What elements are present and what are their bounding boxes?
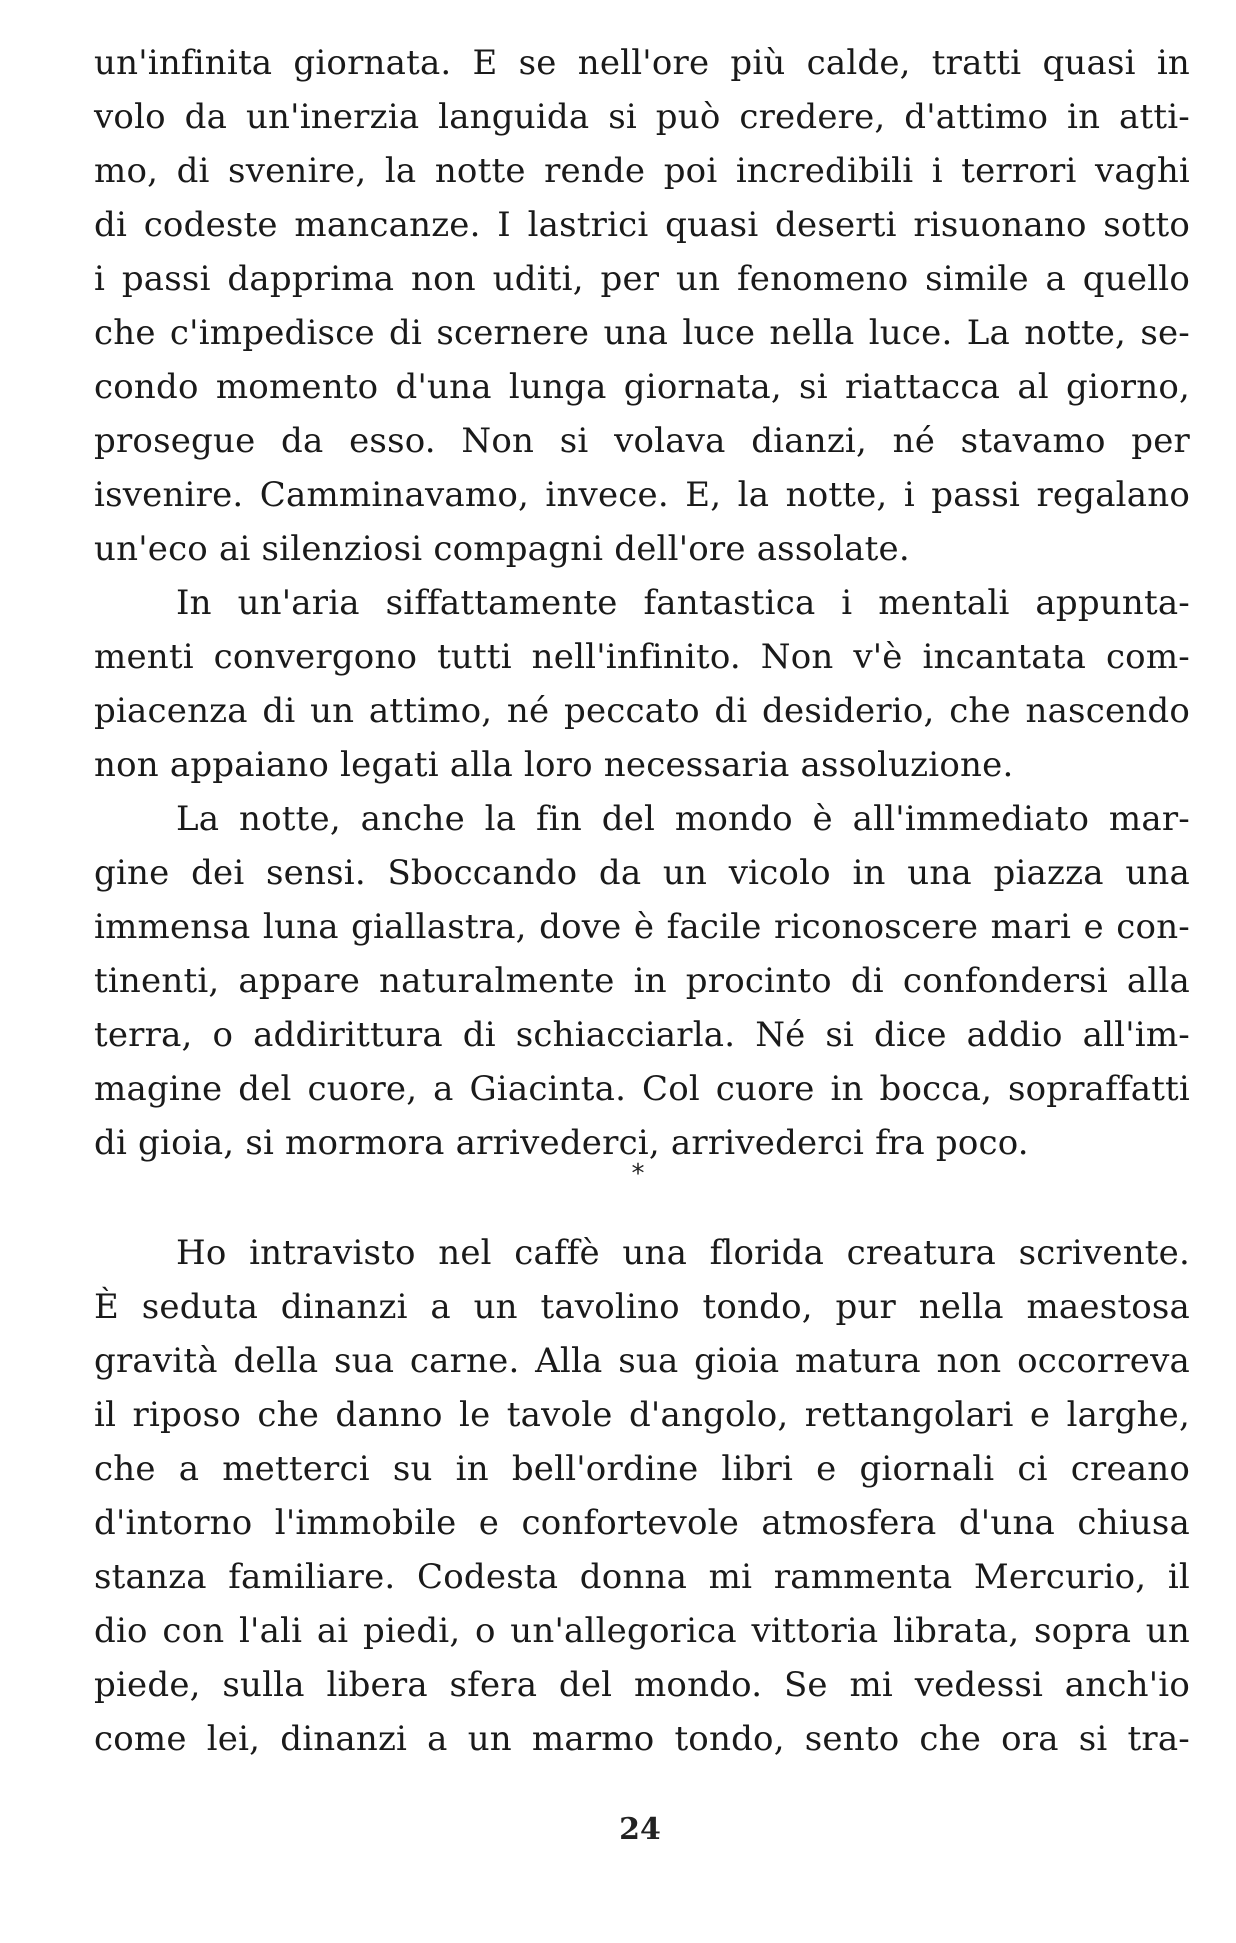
section-separator-asterisk: * (631, 1159, 645, 1189)
text-line: isvenire. Camminavamo, invece. E, la notte, i passi regalano (94, 475, 1190, 515)
text-section-night (94, 36, 1190, 1170)
text-line: prosegue da esso. Non si volava dianzi, né stavamo per (94, 421, 1190, 461)
text-section-cafe (94, 1226, 1190, 1766)
text-line: un'infinita giornata. E se nell'ore più calde, tratti quasi in (94, 43, 1190, 83)
text-line: d'intorno l'immobile e confortevole atmosfera d'una chiusa (94, 1503, 1190, 1543)
text-line: piacenza di un attimo, né peccato di desiderio, che nascendo (94, 691, 1190, 731)
text-line: gravità della sua carne. Alla sua gioia matura non occorreva (94, 1341, 1190, 1381)
text-line: tinenti, appare naturalmente in procinto di confondersi alla (94, 961, 1190, 1001)
text-line: di codeste mancanze. I lastrici quasi deserti risuonano sotto (94, 205, 1190, 245)
text-line: che c'impedisce di scernere una luce nella luce. La notte, se- (94, 313, 1190, 353)
text-line: il riposo che danno le tavole d'angolo, rettangolari e larghe, (94, 1395, 1190, 1435)
text-line: gine dei sensi. Sboccando da un vicolo in una piazza una (94, 853, 1190, 893)
paragraph-start-line: La notte, anche la fin del mondo è all'immediato mar- (176, 799, 1190, 839)
text-line: volo da un'inerzia languida si può credere, d'attimo in atti- (94, 97, 1190, 137)
text-line: di gioia, si mormora arrivederci, arrivederci fra poco. (94, 1123, 1029, 1163)
text-line: menti convergono tutti nell'infinito. Non v'è incantata com- (94, 637, 1190, 677)
paragraph-start-line: Ho intravisto nel caffè una florida creatura scrivente. (176, 1233, 1190, 1273)
text-line: È seduta dinanzi a un tavolino tondo, pur nella maestosa (94, 1287, 1190, 1327)
text-line: un'eco ai silenziosi compagni dell'ore assolate. (94, 529, 910, 569)
paragraph-start-line: In un'aria siffattamente fantastica i mentali appunta- (176, 583, 1190, 623)
text-line: i passi dapprima non uditi, per un fenomeno simile a quello (94, 259, 1190, 299)
text-line: immensa luna giallastra, dove è facile riconoscere mari e con- (94, 907, 1190, 947)
text-line: terra, o addirittura di schiacciarla. Né si dice addio all'im- (94, 1015, 1190, 1055)
text-line: stanza familiare. Codesta donna mi rammenta Mercurio, il (94, 1557, 1190, 1597)
text-line: dio con l'ali ai piedi, o un'allegorica vittoria librata, sopra un (94, 1611, 1190, 1651)
text-line: come lei, dinanzi a un marmo tondo, sento che ora si tra- (94, 1719, 1190, 1759)
text-line: condo momento d'una lunga giornata, si riattacca al giorno, (94, 367, 1190, 407)
text-line: piede, sulla libera sfera del mondo. Se mi vedessi anch'io (94, 1665, 1190, 1705)
page-number: 24 (619, 1812, 661, 1847)
text-line: non appaiano legati alla loro necessaria assoluzione. (94, 745, 1014, 785)
text-line: magine del cuore, a Giacinta. Col cuore in bocca, sopraffatti (94, 1069, 1190, 1109)
text-line: che a metterci su in bell'ordine libri e giornali ci creano (94, 1449, 1190, 1489)
text-line: mo, di svenire, la notte rende poi incredibili i terrori vaghi (94, 151, 1190, 191)
